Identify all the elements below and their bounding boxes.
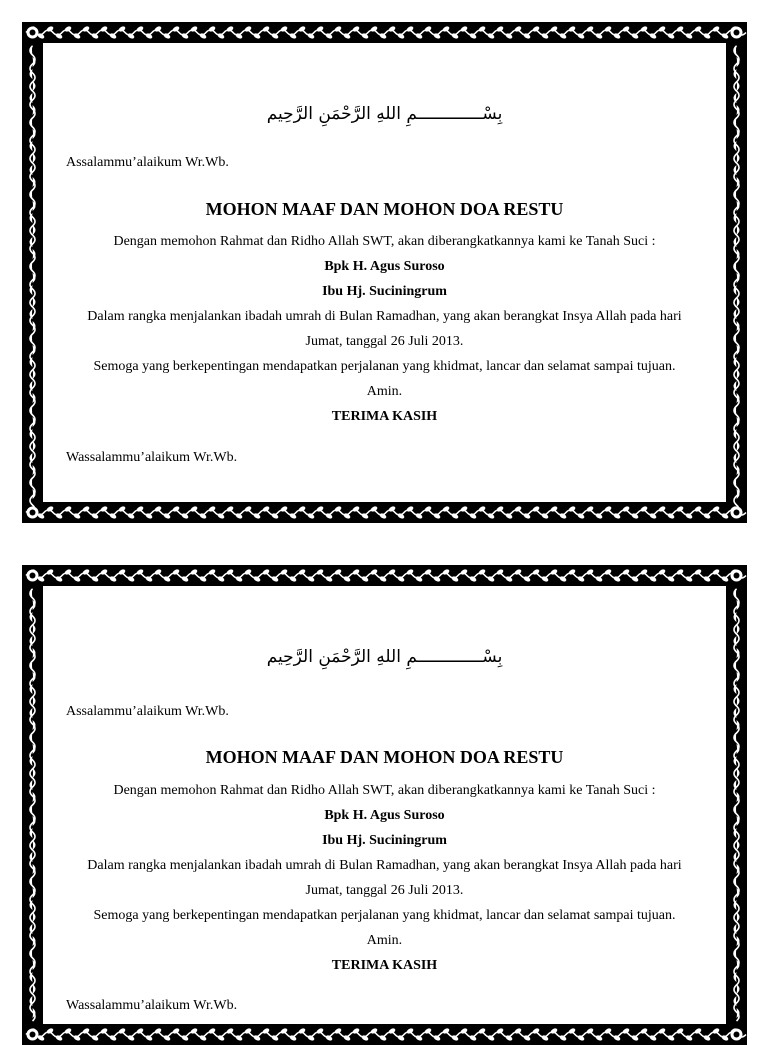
traveler-name-2: Ibu Hj. Suciningrum [322, 284, 447, 299]
purpose-line-1: Dalam rangka menjalankan ibadah umrah di Bulan Ramadhan, yang akan berangkat Insya Allah pada hari [87, 858, 682, 873]
purpose-line-2: Jumat, tanggal 26 Juli 2013. [305, 883, 464, 898]
greeting-text: Assalammu’alaikum Wr.Wb. [66, 155, 229, 170]
traveler-name-2: Ibu Hj. Suciningrum [322, 833, 447, 848]
intro-text: Dengan memohon Rahmat dan Ridho Allah SWT, akan diberangkatkannya kami ke Tanah Suci : [113, 783, 656, 798]
card-content [44, 587, 725, 1023]
traveler-name-1: Bpk H. Agus Suroso [324, 259, 445, 274]
closing-text: Wassalammu’alaikum Wr.Wb. [66, 998, 238, 1013]
message-body [64, 778, 705, 978]
intro-text: Dengan memohon Rahmat dan Ridho Allah SWT, akan diberangkatkannya kami ke Tanah Suci : [113, 234, 656, 249]
invitation-card-1 [22, 22, 747, 523]
amen-text: Amin. [366, 384, 403, 399]
invitation-card-2 [22, 565, 747, 1045]
wish-text: Semoga yang berkepentingan mendapatkan perjalanan yang khidmat, lancar dan selamat sampai tujuan. [93, 359, 676, 374]
thanks-text: TERIMA KASIH [331, 409, 438, 424]
amen-text: Amin. [366, 933, 403, 948]
greeting-text: Assalammu’alaikum Wr.Wb. [66, 704, 229, 719]
bismillah-calligraphy: بِسْـــــــــــــمِ اللهِ الرَّحْمَنِ الرَّحِيم [266, 647, 503, 667]
card-title: MOHON MAAF DAN MOHON DOA RESTU [205, 747, 564, 767]
bismillah-calligraphy: بِسْـــــــــــــمِ اللهِ الرَّحْمَنِ الرَّحِيم [266, 104, 503, 124]
message-body [64, 229, 705, 429]
purpose-line-1: Dalam rangka menjalankan ibadah umrah di Bulan Ramadhan, yang akan berangkat Insya Allah pada hari [87, 309, 682, 324]
traveler-name-1: Bpk H. Agus Suroso [324, 808, 445, 823]
card-title: MOHON MAAF DAN MOHON DOA RESTU [205, 199, 564, 219]
purpose-line-2: Jumat, tanggal 26 Juli 2013. [305, 334, 464, 349]
wish-text: Semoga yang berkepentingan mendapatkan perjalanan yang khidmat, lancar dan selamat sampai tujuan. [93, 908, 676, 923]
card-content [44, 44, 725, 501]
closing-text: Wassalammu’alaikum Wr.Wb. [66, 450, 238, 465]
thanks-text: TERIMA KASIH [331, 958, 438, 973]
